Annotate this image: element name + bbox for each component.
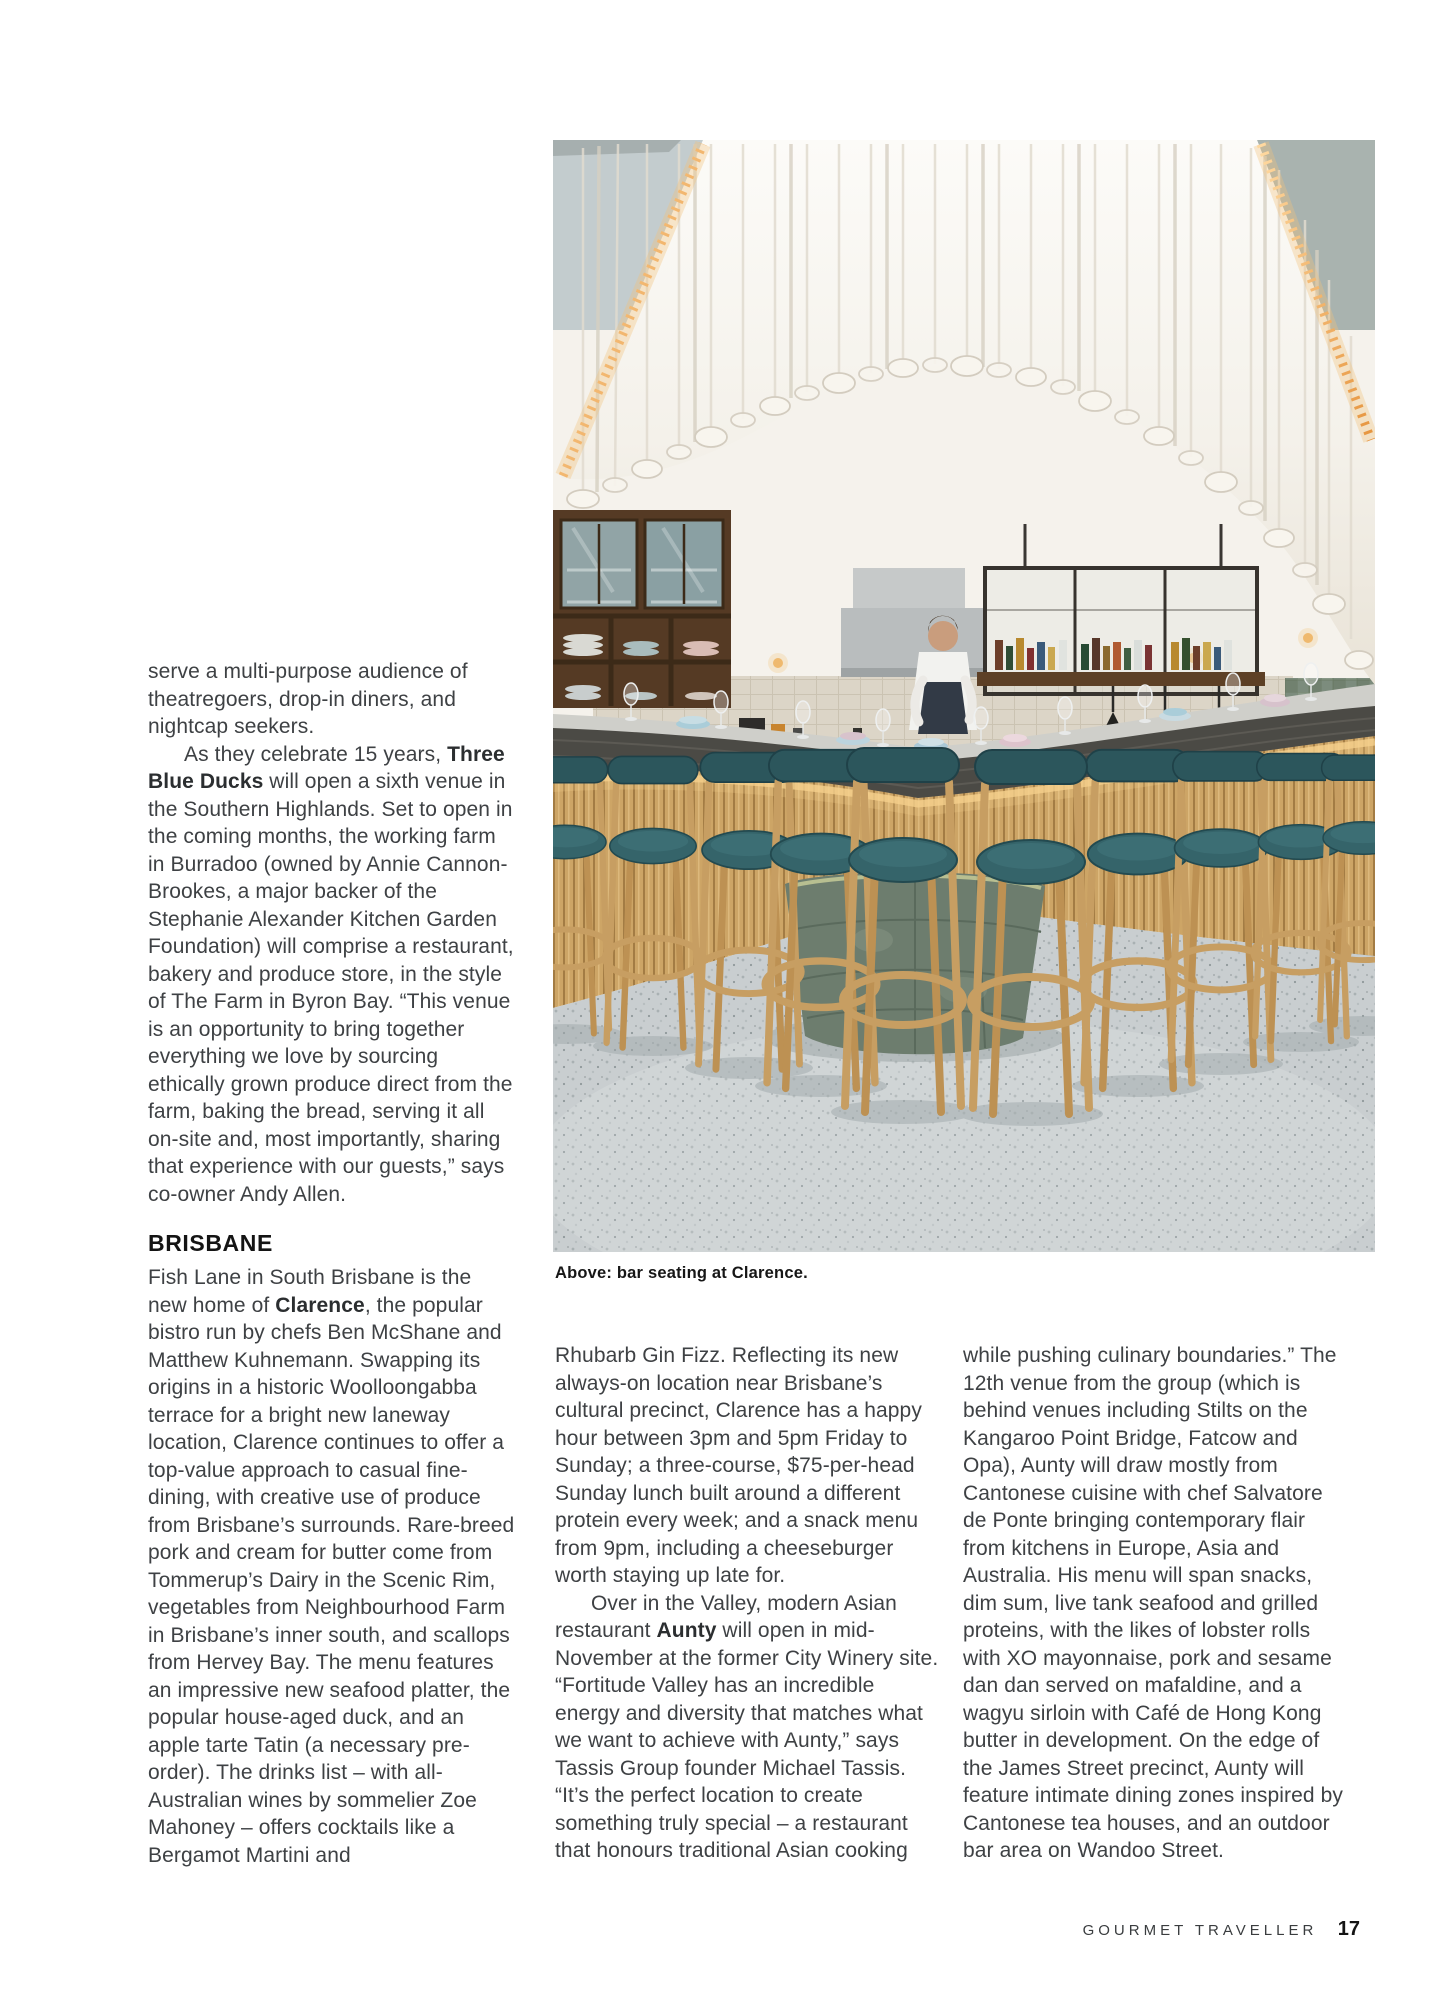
wood-shelving-cabinet: [553, 510, 731, 708]
section-heading-brisbane: BRISBANE: [148, 1230, 273, 1256]
photo-bar-seating: [553, 140, 1375, 1252]
article-paragraph: while pushing culinary boundaries.” The 12th venue from the group (which is behind venues including Stilts on the Kangaroo Point Bridge, Fatcow and Opa), Aunty will draw mostly from Cantonese cuisine with chef Salvatore de Ponte bringing contemporary flair from kitchens in Europe, Asia and Australia. His menu will span snacks, dim sum, live tank seafood and grilled proteins, with the likes of lobster rolls with XO mayonnaise, pork and sesame dan dan served on mafaldine, and a wagyu sirloin with Café de Hong Kong butter in development. On the edge of the James Street precinct, Aunty will feature intimate dining zones inspired by Cantonese tea houses, and an outdoor bar area on Wandoo Street.: [963, 1344, 1343, 1862]
article-paragraph: As they celebrate 15 years, Three Blue Ducks will open a sixth venue in the Southern Highlands. Set to open in the coming months, the working farm in Burradoo (owned by Annie Cannon-Brookes, a major backer of the Stephanie Alexander Kitchen Garden Foundation) will comprise a restaurant, bakery and produce store, in the style of The Farm in Byron Bay. “This venue is an opportunity to bring together everything we love by sourcing ethically grown produce direct from the farm, baking the bread, serving it all on-site and, most importantly, sharing that experience with our guests,” says co-owner Andy Allen.: [148, 742, 514, 1206]
page-footer: [0, 1918, 1360, 1941]
restaurant-photo-illustration: [553, 140, 1375, 1252]
article-column-left: [148, 658, 516, 1869]
article-text-brisbane: [148, 1264, 516, 1869]
article-paragraph: serve a multi-purpose audience of theatregoers, drop-in diners, and nightcap seekers.: [148, 660, 468, 738]
magazine-name: GOURMET TRAVELLER: [1082, 1922, 1318, 1939]
article-column-middle: [555, 1342, 939, 1865]
article-text-intro: [148, 658, 516, 1208]
article-paragraph: Over in the Valley, modern Asian restaurant Aunty will open in mid-November at the former City Winery site. “Fortitude Valley has an incredible energy and diversity that matches what we want to achieve with Aunty,” says Tassis Group founder Michael Tassis. “It’s the perfect location to create something truly special – a restaurant that honours traditional Asian cooking: [555, 1591, 939, 1862]
article-paragraph: Rhubarb Gin Fizz. Reflecting its new always-on location near Brisbane’s cultural precinct, Clarence has a happy hour between 3pm and 5pm Friday to Sunday; a three-course, $75-per-head Sunday lunch built around a different protein every week; and a snack menu from 9pm, including a cheeseburger worth staying up late for.: [555, 1344, 922, 1587]
article-column-right: [963, 1342, 1351, 1865]
article-paragraph: Fish Lane in South Brisbane is the new home of Clarence, the popular bistro run by chefs Ben McShane and Matthew Kuhnemann. Swapping its origins in a historic Woolloongabba terrace for a bright new laneway location, Clarence continues to offer a top-value approach to casual fine-dining, with creative use of produce from Brisbane’s surrounds. Rare-breed pork and cream for butter come from Tommerup’s Dairy in the Scenic Rim, vegetables from Neighbourhood Farm in Brisbane’s inner south, and scallops from Hervey Bay. The menu features an impressive new seafood platter, the popular house-aged duck, and an apple tarte Tatin (a necessary pre-order). The drinks list – with all-Australian wines by sommelier Zoe Mahoney – offers cocktails like a Bergamot Martini and: [148, 1266, 515, 1867]
page-number: 17: [1337, 1918, 1360, 1940]
photo-caption: Above: bar seating at Clarence.: [555, 1264, 808, 1282]
